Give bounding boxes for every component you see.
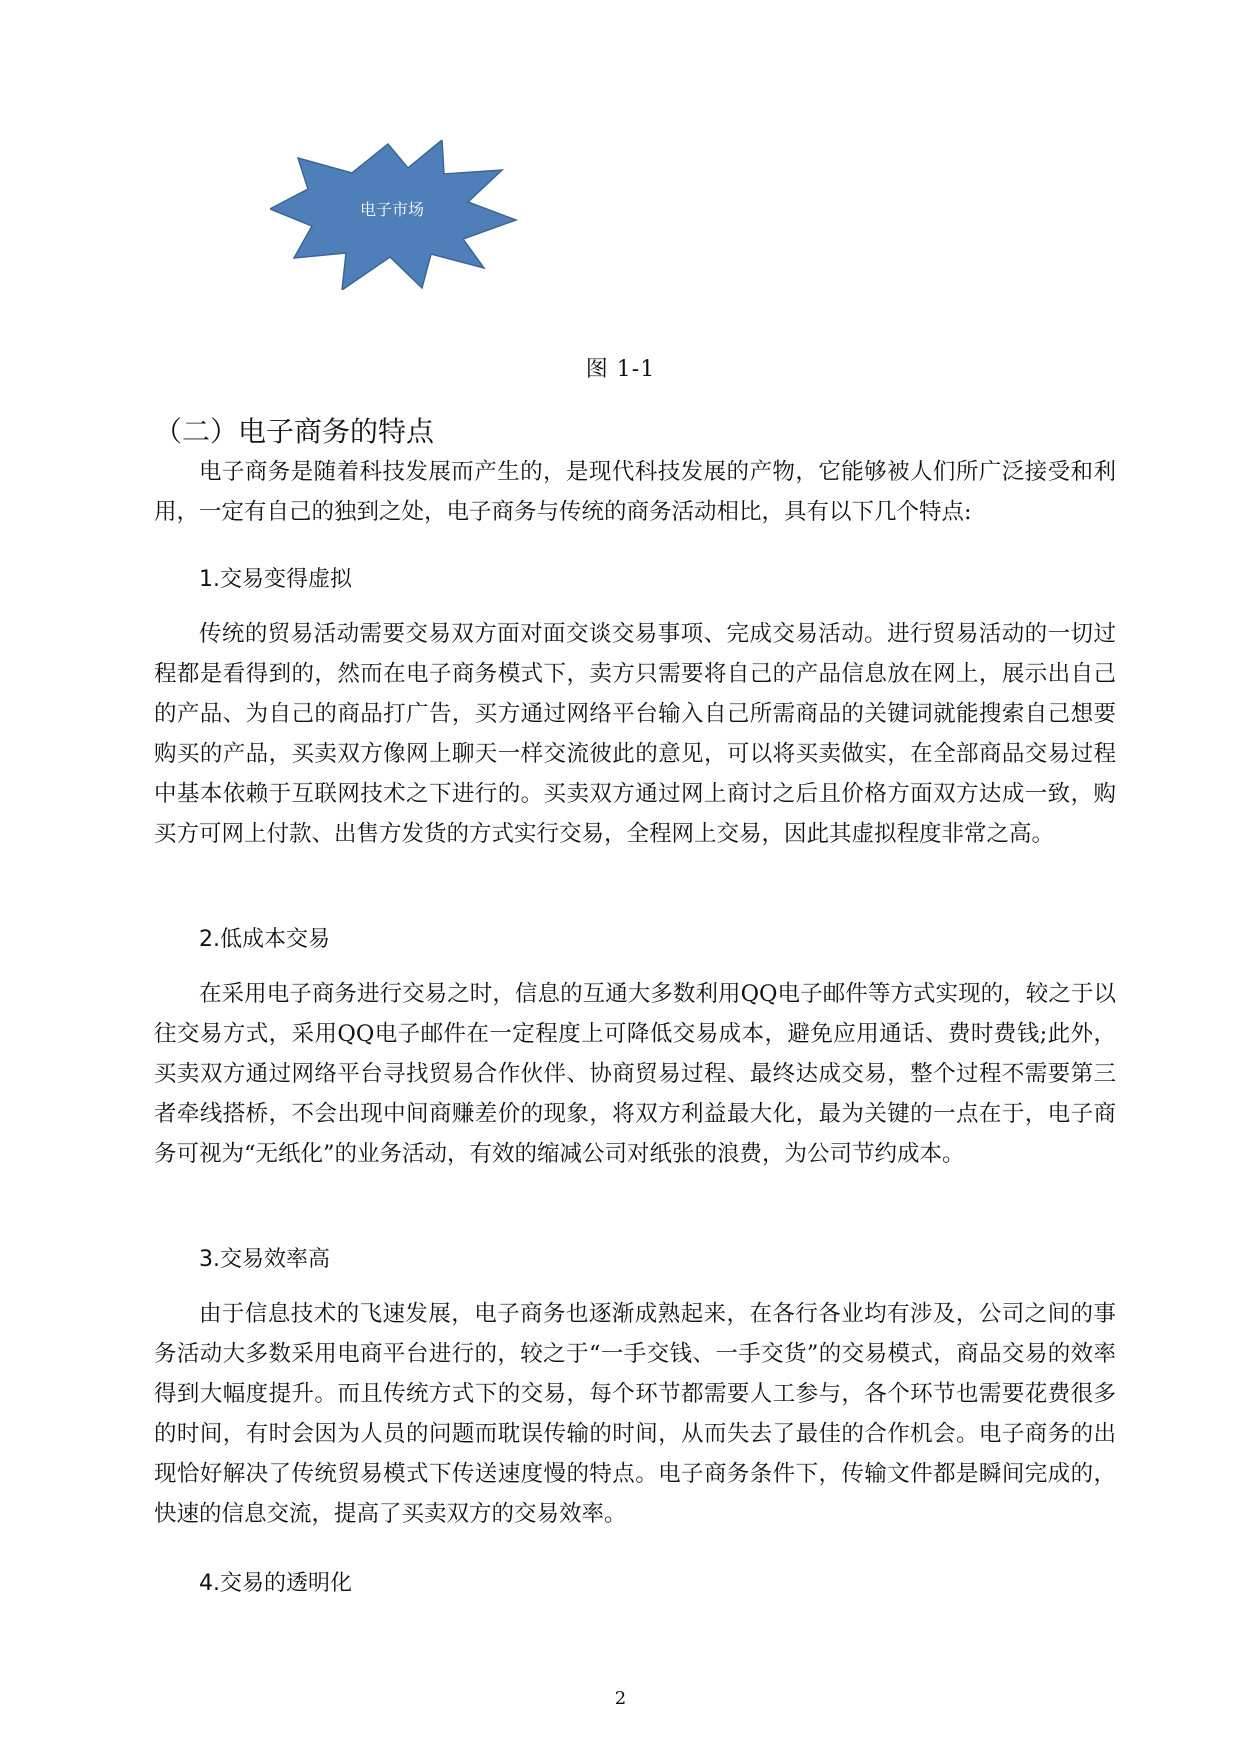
item-heading: 1.交易变得虚拟 <box>199 567 352 592</box>
intro-paragraph: 电子商务是随着科技发展而产生的，是现代科技发展的产物，它能够被人们所广泛接受和利用，一定有自己的独到之处，电子商务与传统的商务活动相比，具有以下几个特点: <box>154 459 1116 525</box>
explosion-shape-icon <box>270 140 550 290</box>
item-heading: 2.低成本交易 <box>199 927 330 952</box>
item-paragraph: 由于信息技术的飞速发展，电子商务也逐渐成熟起来，在各行各业均有涉及，公司之间的事务活动大多数采用电商平台进行的，较之于“一手交钱、一手交货”的交易模式，商品交易的效率得到大幅度提升。而且传统方式下的交易，每个环节都需要人工参与，各个环节也需要花费很多的时间，有时会因为人员的问题而耽误传输的时间，从而失去了最佳的合作机会。电子商务的出现恰好解决了传统贸易模式下传送速度慢的特点。电子商务条件下，传输文件都是瞬间完成的，快速的信息交流，提高了买卖双方的交易效率。 <box>154 1301 1116 1527</box>
item-heading: 4.交易的透明化 <box>199 1571 352 1596</box>
item-paragraph: 传统的贸易活动需要交易双方面对面交谈交易事项、完成交易活动。进行贸易活动的一切过程都是看得到的，然而在电子商务模式下，卖方只需要将自己的产品信息放在网上，展示出自己的产品、为自己的商品打广告，买方通过网络平台输入自己所需商品的关键词就能搜索自己想要购买的产品，买卖双方像网上聊天一样交流彼此的意见，可以将买卖做实，在全部商品交易过程中基本依赖于互联网技术之下进行的。买卖双方通过网上商讨之后且价格方面双方达成一致，购买方可网上付款、出售方发货的方式实行交易，全程网上交易，因此其虚拟程度非常之高。 <box>154 621 1116 847</box>
section-title: （二）电子商务的特点 <box>154 415 435 448</box>
item-heading: 3.交易效率高 <box>199 1247 330 1272</box>
figure-label: 电子市场 <box>359 200 425 219</box>
page-number: 2 <box>614 1688 627 1709</box>
figure-caption: 图 1-1 <box>585 357 656 382</box>
item-paragraph: 在采用电子商务进行交易之时，信息的互通大多数利用QQ电子邮件等方式实现的，较之于以往交易方式，采用QQ电子邮件在一定程度上可降低交易成本，避免应用通话、费时费钱;此外，买卖双方通过网络平台寻找贸易合作伙伴、协商贸易过程、最终达成交易，整个过程不需要第三者牵线搭桥，不会出现中间商赚差价的现象，将双方利益最大化，最为关键的一点在于，电子商务可视为“无纸化”的业务活动，有效的缩减公司对纸张的浪费，为公司节约成本。 <box>154 981 1116 1167</box>
figure-electronic-market <box>270 140 550 290</box>
